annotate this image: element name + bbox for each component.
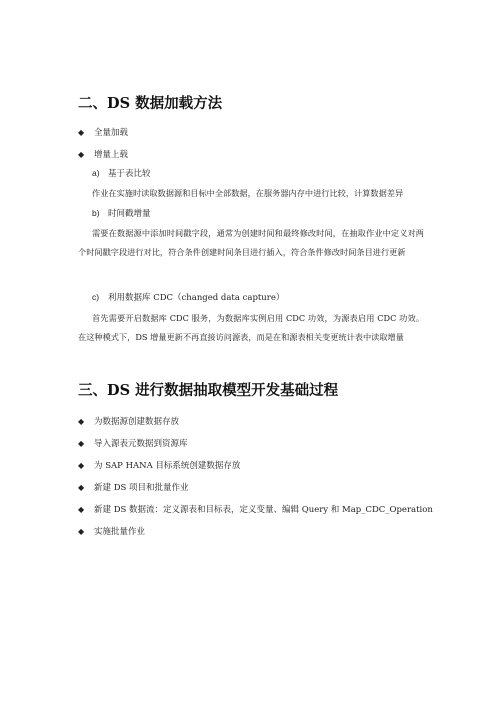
diamond-bullet-icon: ◆ <box>78 128 85 137</box>
diamond-bullet-icon: ◆ <box>78 439 85 448</box>
sub-item-c: c) 利用数据库 CDC（changed data capture） <box>92 292 285 303</box>
bullet-item: ◆ 全量加载 <box>78 128 129 138</box>
diamond-bullet-icon: ◆ <box>78 505 85 514</box>
diamond-bullet-icon: ◆ <box>78 483 85 492</box>
section-heading-dev-process: 三、DS 进行数据抽取模型开发基础过程 <box>78 382 339 399</box>
bullet-item: ◆ 新建 DS 项目和批量作业 <box>78 483 189 493</box>
sub-item-b: b) 时间戳增量 <box>92 208 151 219</box>
paragraph-table-compare: 作业在实施时读取数据源和目标中全部数据，在服务器内存中进行比较，计算数据差异 <box>92 188 404 198</box>
bullet-item: ◆ 导入源表元数据到资源库 <box>78 439 188 449</box>
bullet-item: ◆ 为数据源创建数据存放 <box>78 417 180 427</box>
section-heading-load-methods: 二、DS 数据加载方法 <box>78 95 223 112</box>
bullet-item: ◆ 新建 DS 数据流：定义源表和目标表，定义变量、编辑 Query 和 Map_CDC_Operation <box>78 505 433 515</box>
diamond-bullet-icon: ◆ <box>78 527 85 536</box>
bullet-item: ◆ 为 SAP HANA 目标系统创建数据存放 <box>78 461 241 471</box>
paragraph-timestamp: 需要在数据源中添加时间戳字段，通常为创建时间和最终修改时间，在抽取作业中定义对两个时间戳字段进行对比，符合条件创建时间条目进行插入，符合条件修改时间条目进行更新 <box>78 228 424 257</box>
bullet-item: ◆ 增量上载 <box>78 150 129 160</box>
paragraph-cdc: 首先需要开启数据库 CDC 服务，为数据库实例启用 CDC 功效，为源表启用 CDC 功效。在这种模式下，DS 增量更新不再直接访问源表，而是在和源表相关变更统计表中读取增量 <box>78 313 424 342</box>
bullet-item: ◆ 实施批量作业 <box>78 527 146 537</box>
diamond-bullet-icon: ◆ <box>78 461 85 470</box>
diamond-bullet-icon: ◆ <box>78 150 85 159</box>
sub-item-a: a) 基于表比较 <box>92 168 151 179</box>
diamond-bullet-icon: ◆ <box>78 417 85 426</box>
